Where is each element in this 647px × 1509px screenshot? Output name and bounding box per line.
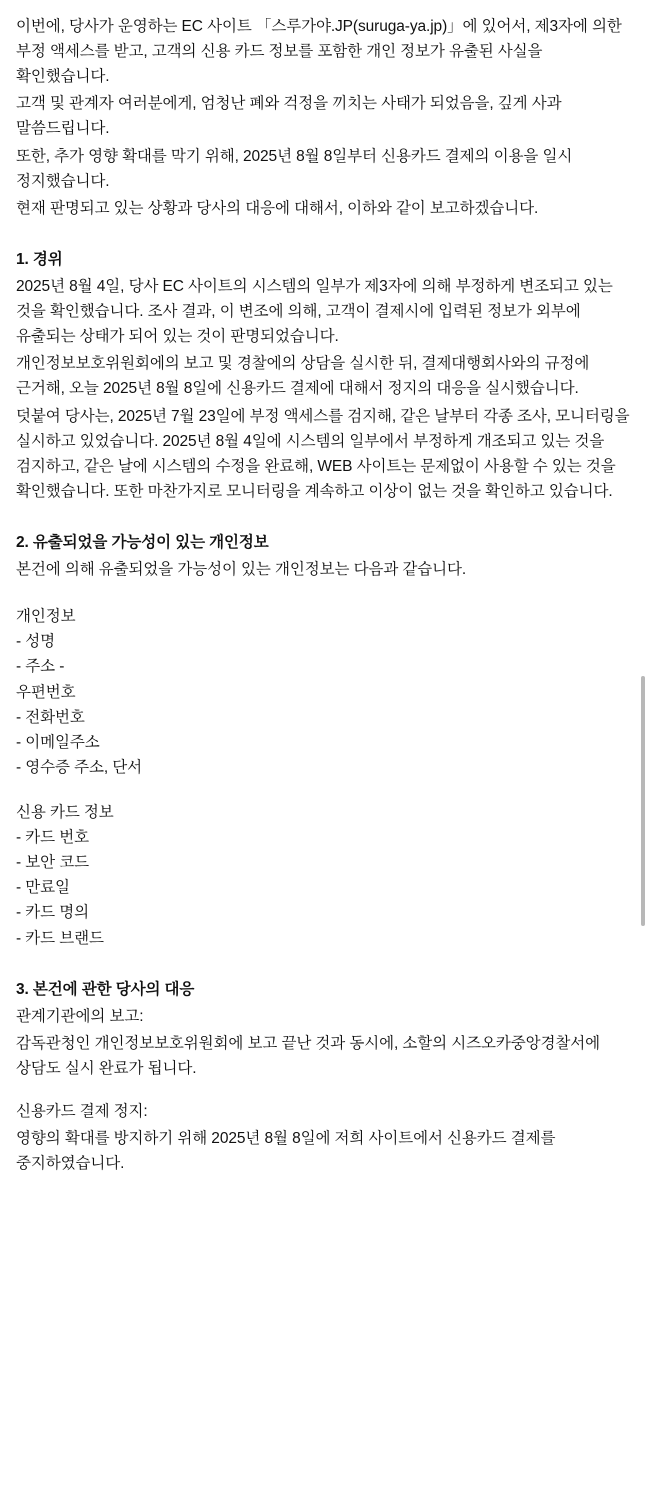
list-item: - 영수증 주소, 단서 <box>16 758 142 776</box>
section-3-heading: 3. 본건에 관한 당사의 대응 <box>16 980 195 998</box>
section-2-paragraph-1: 본건에 의해 유출되었을 가능성이 있는 개인정보는 다음과 같습니다. <box>16 561 467 579</box>
list-item: - 전화번호 <box>16 708 85 726</box>
section-1-paragraph-2: 개인정보보호위원회에의 보고 및 경찰에의 상담을 실시한 뒤, 결제대행회사와의 규정에 근거해, 오늘 2025년 8월 8일에 신용카드 결제에 대해서 정지의 대응을 실시했습니다. <box>16 355 590 398</box>
intro-paragraph-3: 또한, 추가 영향 확대를 막기 위해, 2025년 8월 8일부터 신용카드 결제의 이용을 일시 정지했습니다. <box>16 147 573 190</box>
list-item: - 성명 <box>16 633 56 651</box>
credit-card-info-list <box>16 800 631 951</box>
list-item: - 이메일주소 <box>16 733 100 751</box>
list-item: - 보안 코드 <box>16 854 89 872</box>
section-2-heading: 2. 유출되었을 가능성이 있는 개인정보 <box>16 533 269 551</box>
list-item: - 카드 명의 <box>16 904 89 922</box>
section-3-subsection-2-body: 영향의 확대를 방지하기 위해 2025년 8월 8일에 저희 사이트에서 신용카드 결제를 중지하였습니다. <box>16 1130 556 1173</box>
personal-info-list-title: 개인정보 <box>16 608 76 626</box>
vertical-scrollbar[interactable] <box>641 676 645 926</box>
spacer <box>16 584 631 604</box>
spacer <box>16 1083 631 1099</box>
section-3-subsection-1-label: 관계기관에의 보고: <box>16 1007 144 1025</box>
section-3-subsection-2-label: 신용카드 결제 정지: <box>16 1103 148 1121</box>
list-item: - 카드 브랜드 <box>16 929 104 947</box>
credit-card-info-list-title: 신용 카드 정보 <box>16 803 114 821</box>
section-3-subsection-1-body: 감독관청인 개인정보보호위원회에 보고 끝난 것과 동시에, 소할의 시즈오카중앙경찰서에 상담도 실시 완료가 됩니다. <box>16 1034 600 1077</box>
intro-paragraph-1: 이번에, 당사가 운영하는 EC 사이트 「스루가야.JP(suruga-ya.jp)」에 있어서, 제3자에 의한 부정 액세스를 받고, 고객의 신용 카드 정보를 포함한 개인 정보가 유출된 사실을 확인했습니다. <box>16 18 622 86</box>
list-item: - 카드 번호 <box>16 829 89 847</box>
intro-paragraph-4: 현재 판명되고 있는 상황과 당사의 대응에 대해서, 이하와 같이 보고하겠습니다. <box>16 199 539 217</box>
spacer <box>16 780 631 800</box>
list-item: - 만료일 <box>16 879 70 897</box>
personal-info-list <box>16 604 631 780</box>
intro-paragraph-2: 고객 및 관계자 여러분에게, 엄청난 폐와 걱정을 끼치는 사태가 되었음을, 깊게 사과 말씀드립니다. <box>16 95 562 138</box>
section-1-heading: 1. 경위 <box>16 250 63 268</box>
section-1-paragraph-3: 덧붙여 당사는, 2025년 7월 23일에 부정 액세스를 검지해, 같은 날부터 각종 조사, 모니터링을 실시하고 있었습니다. 2025년 8월 4일에 시스템의 일부에서 부정하게 개조되고 있는 것을 검지하고, 같은 날에 시스템의 수정을 완료해, WEB 사이트는 문제없이 사용할 수 있는 것을 확인했습니다. 또한 마찬가지로 모니터링을 계속하고 이상이 없는 것을 확인하고 있습니다. <box>16 407 630 500</box>
list-item: 우편번호 <box>16 683 76 701</box>
list-item: - 주소 - <box>16 658 65 676</box>
section-1-paragraph-1: 2025년 8월 4일, 당사 EC 사이트의 시스템의 일부가 제3자에 의해 부정하게 변조되고 있는 것을 확인했습니다. 조사 결과, 이 변조에 의해, 고객이 결제시에 입력된 정보가 외부에 유출되는 상태가 되어 있는 것이 판명되었습니다. <box>16 277 613 346</box>
